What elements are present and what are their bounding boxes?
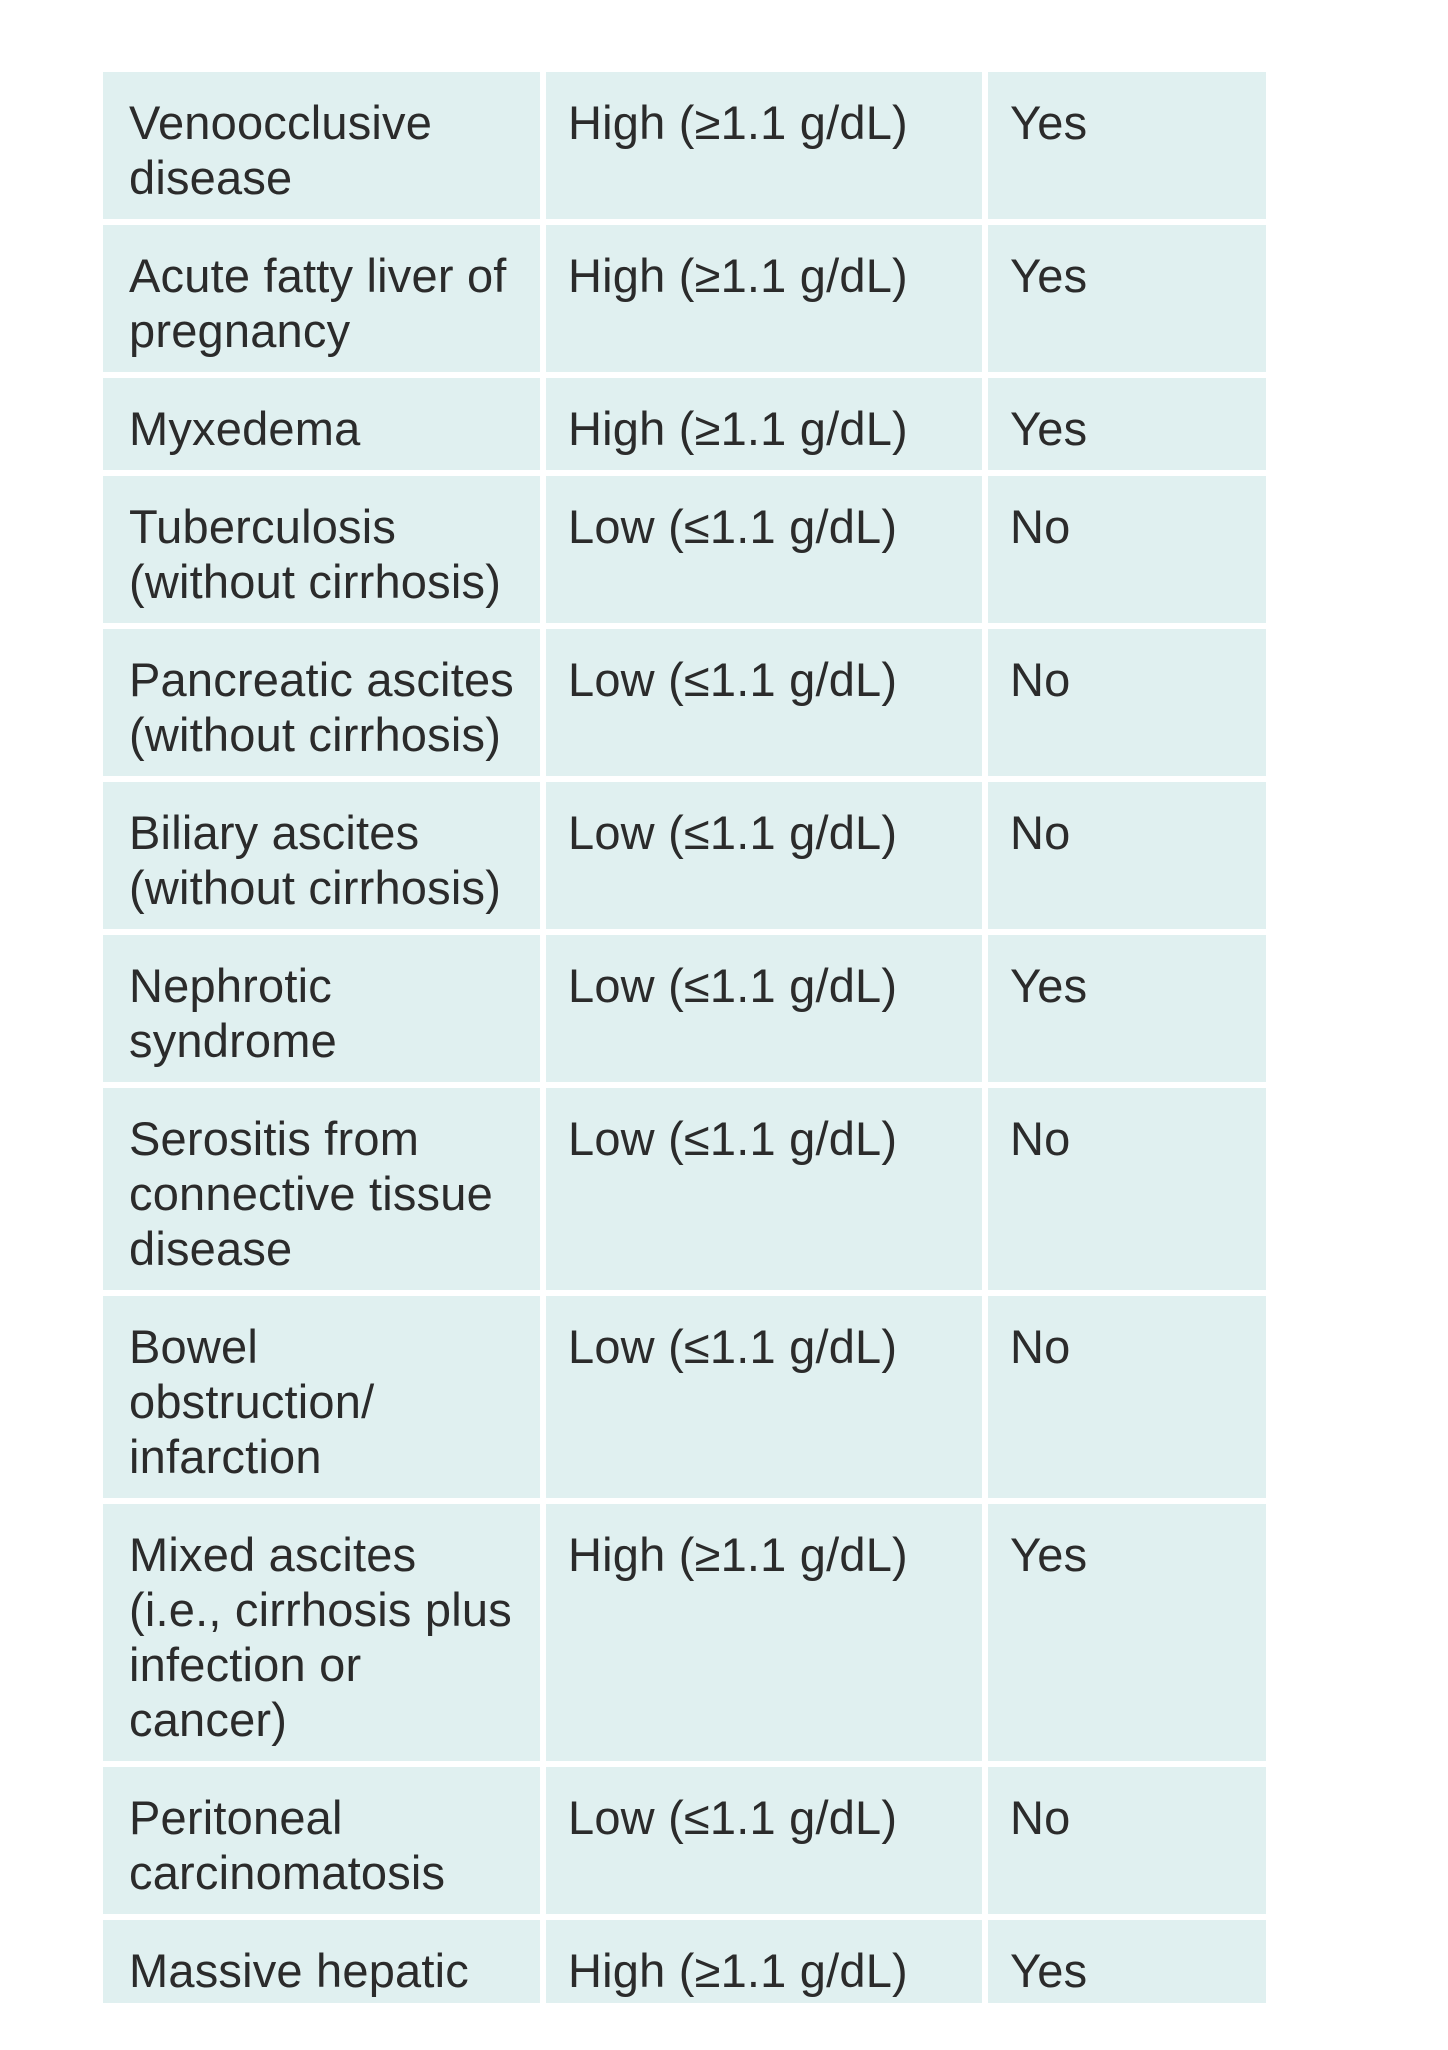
saag-cell: Yes <box>988 225 1266 372</box>
saag-cell: No <box>988 782 1266 929</box>
condition-cell: Bowel obstruction/ infarction <box>103 1296 540 1498</box>
condition-cell: Pancreatic ascites (without cirrhosis) <box>103 629 540 776</box>
protein-cell: High (≥1.1 g/dL) <box>546 1504 982 1761</box>
protein-cell: Low (≤1.1 g/dL) <box>546 1767 982 1914</box>
table-row <box>103 629 1266 776</box>
condition-cell: Tuberculosis (without cirrhosis) <box>103 476 540 623</box>
table-row <box>103 378 1266 470</box>
condition-cell: Venoocclusive disease <box>103 72 540 219</box>
table-row <box>103 476 1266 623</box>
table-row <box>103 1296 1266 1498</box>
condition-cell: Serositis from connective tissue disease <box>103 1088 540 1290</box>
saag-cell: Yes <box>988 1920 1266 2003</box>
condition-cell: Acute fatty liver of pregnancy <box>103 225 540 372</box>
condition-cell: Massive hepatic <box>103 1920 540 2003</box>
protein-cell: High (≥1.1 g/dL) <box>546 225 982 372</box>
saag-cell: No <box>988 629 1266 776</box>
table-row <box>103 782 1266 929</box>
protein-cell: Low (≤1.1 g/dL) <box>546 935 982 1082</box>
saag-cell: No <box>988 476 1266 623</box>
table-row <box>103 1920 1266 2003</box>
condition-cell: Mixed ascites (i.e., cirrhosis plus infection or cancer) <box>103 1504 540 1761</box>
table-row <box>103 225 1266 372</box>
condition-cell: Nephrotic syndrome <box>103 935 540 1082</box>
ascites-table <box>103 66 1272 2003</box>
saag-cell: No <box>988 1088 1266 1290</box>
condition-cell: Peritoneal carcinomatosis <box>103 1767 540 1914</box>
saag-cell: Yes <box>988 935 1266 1082</box>
protein-cell: Low (≤1.1 g/dL) <box>546 1088 982 1290</box>
table-viewport <box>103 66 1278 2003</box>
saag-cell: Yes <box>988 378 1266 470</box>
saag-cell: Yes <box>988 1504 1266 1761</box>
table-row <box>103 1088 1266 1290</box>
saag-cell: No <box>988 1767 1266 1914</box>
table-row <box>103 1504 1266 1761</box>
table-row <box>103 72 1266 219</box>
protein-cell: Low (≤1.1 g/dL) <box>546 1296 982 1498</box>
protein-cell: High (≥1.1 g/dL) <box>546 72 982 219</box>
saag-cell: No <box>988 1296 1266 1498</box>
condition-cell: Myxedema <box>103 378 540 470</box>
table-row <box>103 935 1266 1082</box>
protein-cell: High (≥1.1 g/dL) <box>546 378 982 470</box>
table-row <box>103 1767 1266 1914</box>
condition-cell: Biliary ascites (without cirrhosis) <box>103 782 540 929</box>
saag-cell: Yes <box>988 72 1266 219</box>
protein-cell: High (≥1.1 g/dL) <box>546 1920 982 2003</box>
protein-cell: Low (≤1.1 g/dL) <box>546 629 982 776</box>
protein-cell: Low (≤1.1 g/dL) <box>546 782 982 929</box>
protein-cell: Low (≤1.1 g/dL) <box>546 476 982 623</box>
